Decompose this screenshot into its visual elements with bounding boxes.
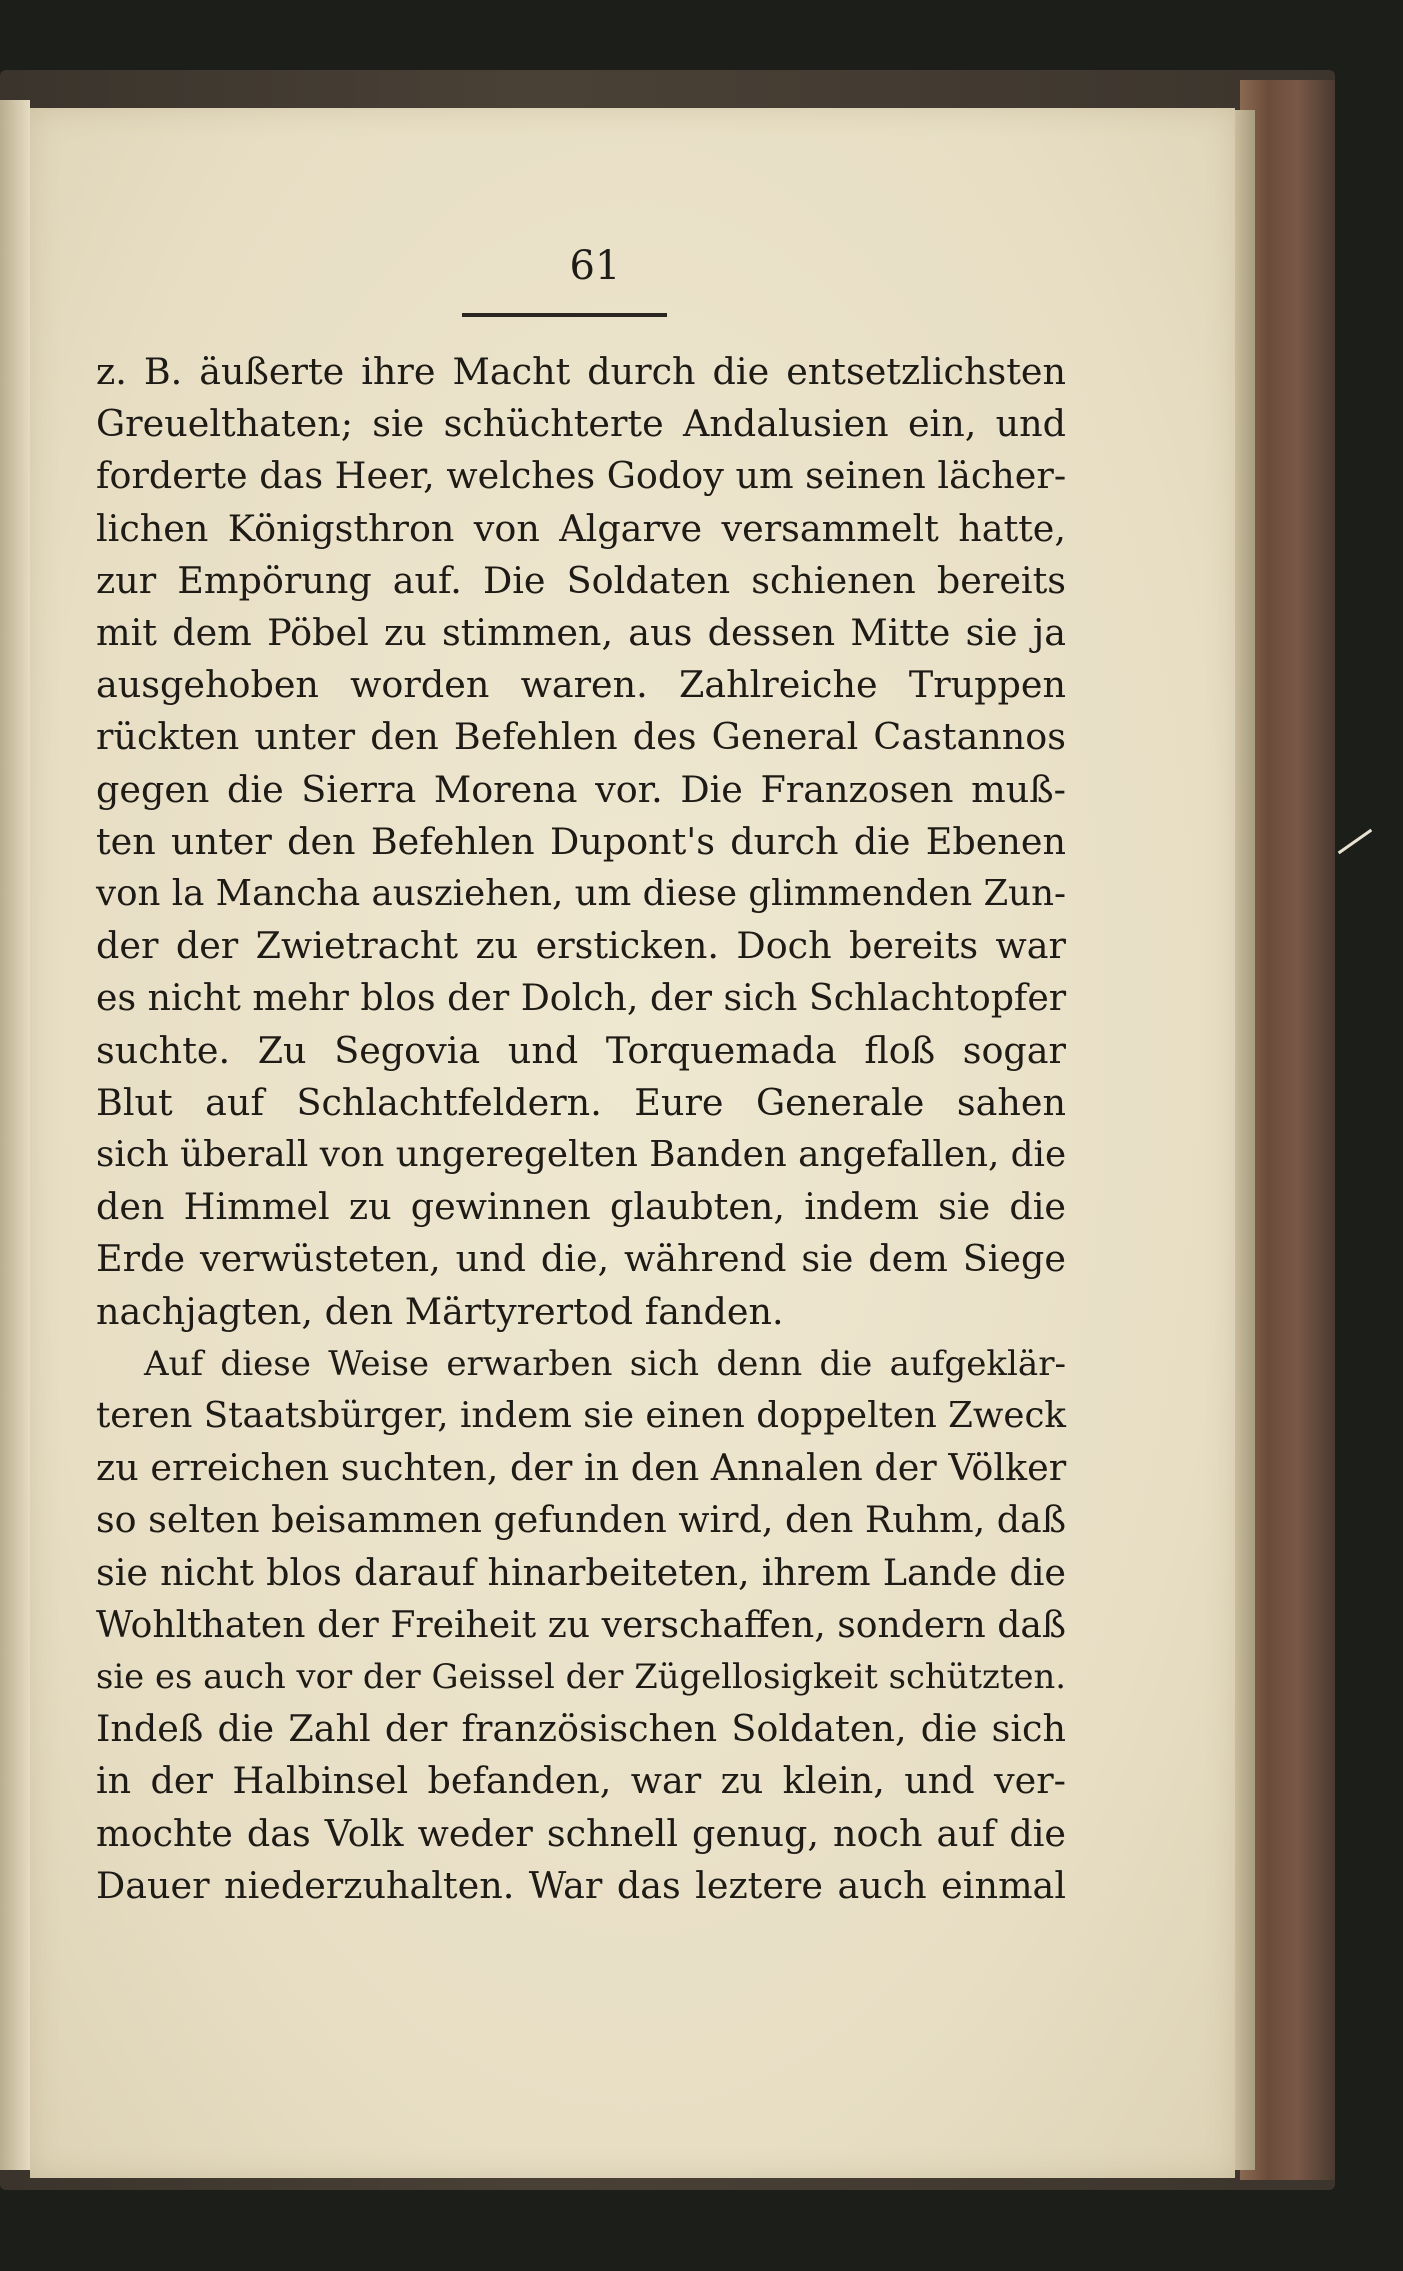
text-line: Greuelthaten; sie schüchterte Andalusien ein, und: [96, 402, 1066, 446]
text-line: Erde verwüsteten, und die, während sie dem Siege: [96, 1237, 1066, 1281]
text-line: Dauer niederzuhalten. War das leztere auch einmal: [96, 1863, 1066, 1907]
page-number: 61: [569, 243, 621, 289]
body-text: [96, 346, 1066, 1912]
text-line: in der Halbinsel befanden, war zu klein, und ver-: [96, 1759, 1066, 1803]
text-line: ten unter den Befehlen Dupont's durch die Ebenen: [96, 819, 1066, 863]
text-line: Auf diese Weise erwarben sich denn die aufgeklär-: [144, 1343, 1066, 1384]
paragraph-2: [96, 1338, 1066, 1912]
text-line: teren Staatsbürger, indem sie einen doppelten Zweck: [96, 1395, 1066, 1437]
text-line: suchte. Zu Segovia und Torquemada floß sogar: [96, 1028, 1066, 1072]
text-line: lichen Königsthron von Algarve versammelt hatte,: [96, 506, 1066, 550]
text-line: mit dem Pöbel zu stimmen, aus dessen Mitte sie ja: [96, 611, 1066, 655]
text-line: nachjagten, den Märtyrertod fanden.: [96, 1289, 784, 1333]
text-line: sie es auch vor der Geissel der Zügellosigkeit schützten.: [96, 1657, 1066, 1697]
text-line: forderte das Heer, welches Godoy um seinen lächer-: [96, 454, 1067, 498]
text-line: Wohlthaten der Freiheit zu verschaffen, sondern daß: [96, 1603, 1066, 1646]
text-line: den Himmel zu gewinnen glaubten, indem sie die: [96, 1185, 1066, 1229]
text-line: sie nicht blos darauf hinarbeiteten, ihrem Lande die: [96, 1550, 1066, 1594]
text-line: z. B. äußerte ihre Macht durch die entsetzlichsten: [96, 350, 1066, 393]
text-line: zu erreichen suchten, der in den Annalen der Völker: [96, 1446, 1067, 1490]
text-line: rückten unter den Befehlen des General Castannos: [96, 715, 1066, 759]
text-line: sich überall von ungeregelten Banden angefallen, die: [96, 1134, 1067, 1176]
text-line: es nicht mehr blos der Dolch, der sich Schlachtopfer: [96, 976, 1067, 1020]
scan-artifact: [1338, 829, 1372, 854]
text-line: gegen die Sierra Morena vor. Die Franzosen muß-: [96, 767, 1066, 811]
text-line: der der Zwietracht zu ersticken. Doch bereits war: [96, 924, 1066, 968]
paragraph-1: [96, 346, 1066, 1338]
book-page: [30, 108, 1235, 2178]
facing-page-edge: [0, 100, 30, 2170]
text-line: ausgehoben worden waren. Zahlreiche Truppen: [96, 663, 1066, 707]
text-line: von la Mancha ausziehen, um diese glimmenden Zun-: [96, 873, 1067, 915]
text-line: Indeß die Zahl der französischen Soldaten, die sich: [96, 1707, 1066, 1751]
text-line: mochte das Volk weder schnell genug, noch auf die: [96, 1811, 1066, 1855]
text-line: zur Empörung auf. Die Soldaten schienen bereits: [96, 558, 1066, 602]
header-rule: [462, 313, 667, 317]
text-line: so selten beisammen gefunden wird, den Ruhm, daß: [96, 1498, 1066, 1542]
text-line: Blut auf Schlachtfeldern. Eure Generale sahen: [96, 1080, 1066, 1124]
